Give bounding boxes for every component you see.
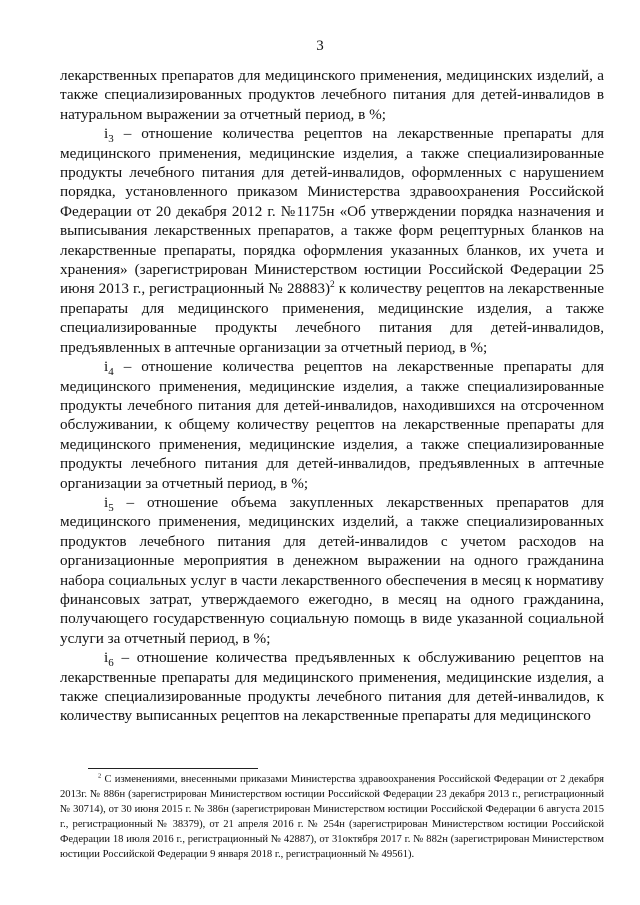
paragraph-i3 (60, 124, 604, 357)
index-letter: i (104, 493, 109, 511)
index-subscript: 4 (108, 366, 114, 379)
index-subscript: 3 (108, 133, 114, 146)
page-number: 3 (316, 38, 324, 54)
paragraph-i4 (60, 357, 604, 493)
footnote-paragraph (60, 773, 604, 862)
paragraph-continuation: лекарственных препаратов для медицинского применения, медицинских изделий, а также специализированных продуктов лечебного питания для детей-инвалидов в натуральном выражении за отчетный период, в %; (60, 67, 604, 123)
paragraph-text: – отношение объема закупленных лекарственных препаратов для медицинского применения, медицинских изделий, а также специализированных продуктов лечебного питания для детей-инвалидов с учетом расходов на организационные мероприятия в денежном выражении на одного гражданина набора социальных услуг в части лекарственного обеспечения в месяц к нормативу финансовых затрат, утверждаемого ежегодно, в месяц на одного гражданина, получающего государственную социальную помощь в виде указанной социальной услуги за отчетный период, в %; (60, 493, 604, 647)
footnote-reference: 2 (330, 280, 335, 291)
footnote (60, 773, 604, 862)
index-subscript: 6 (108, 657, 114, 670)
body-text (60, 66, 604, 726)
footnote-text: С изменениями, внесенными приказами Министерства здравоохранения Российской Федерации от 2 декабря 2013г. № 886н (зарегистрирован Министерством юстиции Российской Федерации 23 декабря 2013 г., регистрационный № 30714), от 30 июня 2015 г. № 386н (зарегистрирован Министерством юстиции Российской Федерации 6 августа 2015 г., регистрационный № 38379), от 21 апреля 2016 г. № 254н (зарегистрирован Министерством юстиции Российской Федерации 18 июля 2016 г., регистрационный № 42887), от 31октября 2017 г. № 882н (зарегистрирован Министерством юстиции Российской Федерации 9 января 2018 г., регистрационный № 49561). (60, 774, 604, 860)
paragraph-i6 (60, 648, 604, 726)
paragraph-text: – отношение количества рецептов на лекарственные препараты для медицинского применения, медицинские изделия, а также специализированные продукты лечебного питания для детей-инвалидов, оформленных с нарушением порядка, установленного приказом Министерства здравоохранения Российской Федерации от 20 декабря 2012 г. №1175н «Об утверждении порядка назначения и выписывания лекарственных препаратов, а также форм рецептурных бланков на лекарственные препараты, порядка оформления указанных бланков, их учета и хранения» (зарегистрирован Министерством юстиции Российской Федерации 25 июня 2013 г., регистрационный № 28883) (60, 125, 604, 298)
index-letter: i (104, 125, 109, 143)
paragraph-text-continued: к количеству рецептов на лекарственные препараты для медицинского применения, медицинские изделия, а также специализированные продукты лечебного питания для детей-инвалидов, предъявленных в аптечные организации за отчетный период, в %; (60, 280, 604, 356)
index-letter: i (104, 649, 109, 667)
paragraph-text: – отношение количества предъявленных к обслуживанию рецептов на лекарственные препараты для медицинского применения, медицинские изделия, а также специализированные продукты лечебного питания для детей-инвалидов, к количеству выписанных рецептов на лекарственные препараты для медицинского (60, 649, 604, 725)
index-subscript: 5 (108, 501, 114, 514)
paragraph-i5 (60, 493, 604, 648)
footnote-number: 2 (98, 772, 102, 780)
footnote-divider (88, 768, 258, 769)
paragraph-text: – отношение количества рецептов на лекарственные препараты для медицинского применения, медицинские изделия, а также специализированные продукты лечебного питания для детей-инвалидов, находившихся на отсроченном обслуживании, к общему количеству рецептов на лекарственные препараты для медицинского применения, медицинские изделия, а также специализированные продукты лечебного питания для детей-инвалидов, предъявленных в аптечные организации за отчетный период, в %; (60, 358, 604, 492)
index-letter: i (104, 358, 109, 376)
